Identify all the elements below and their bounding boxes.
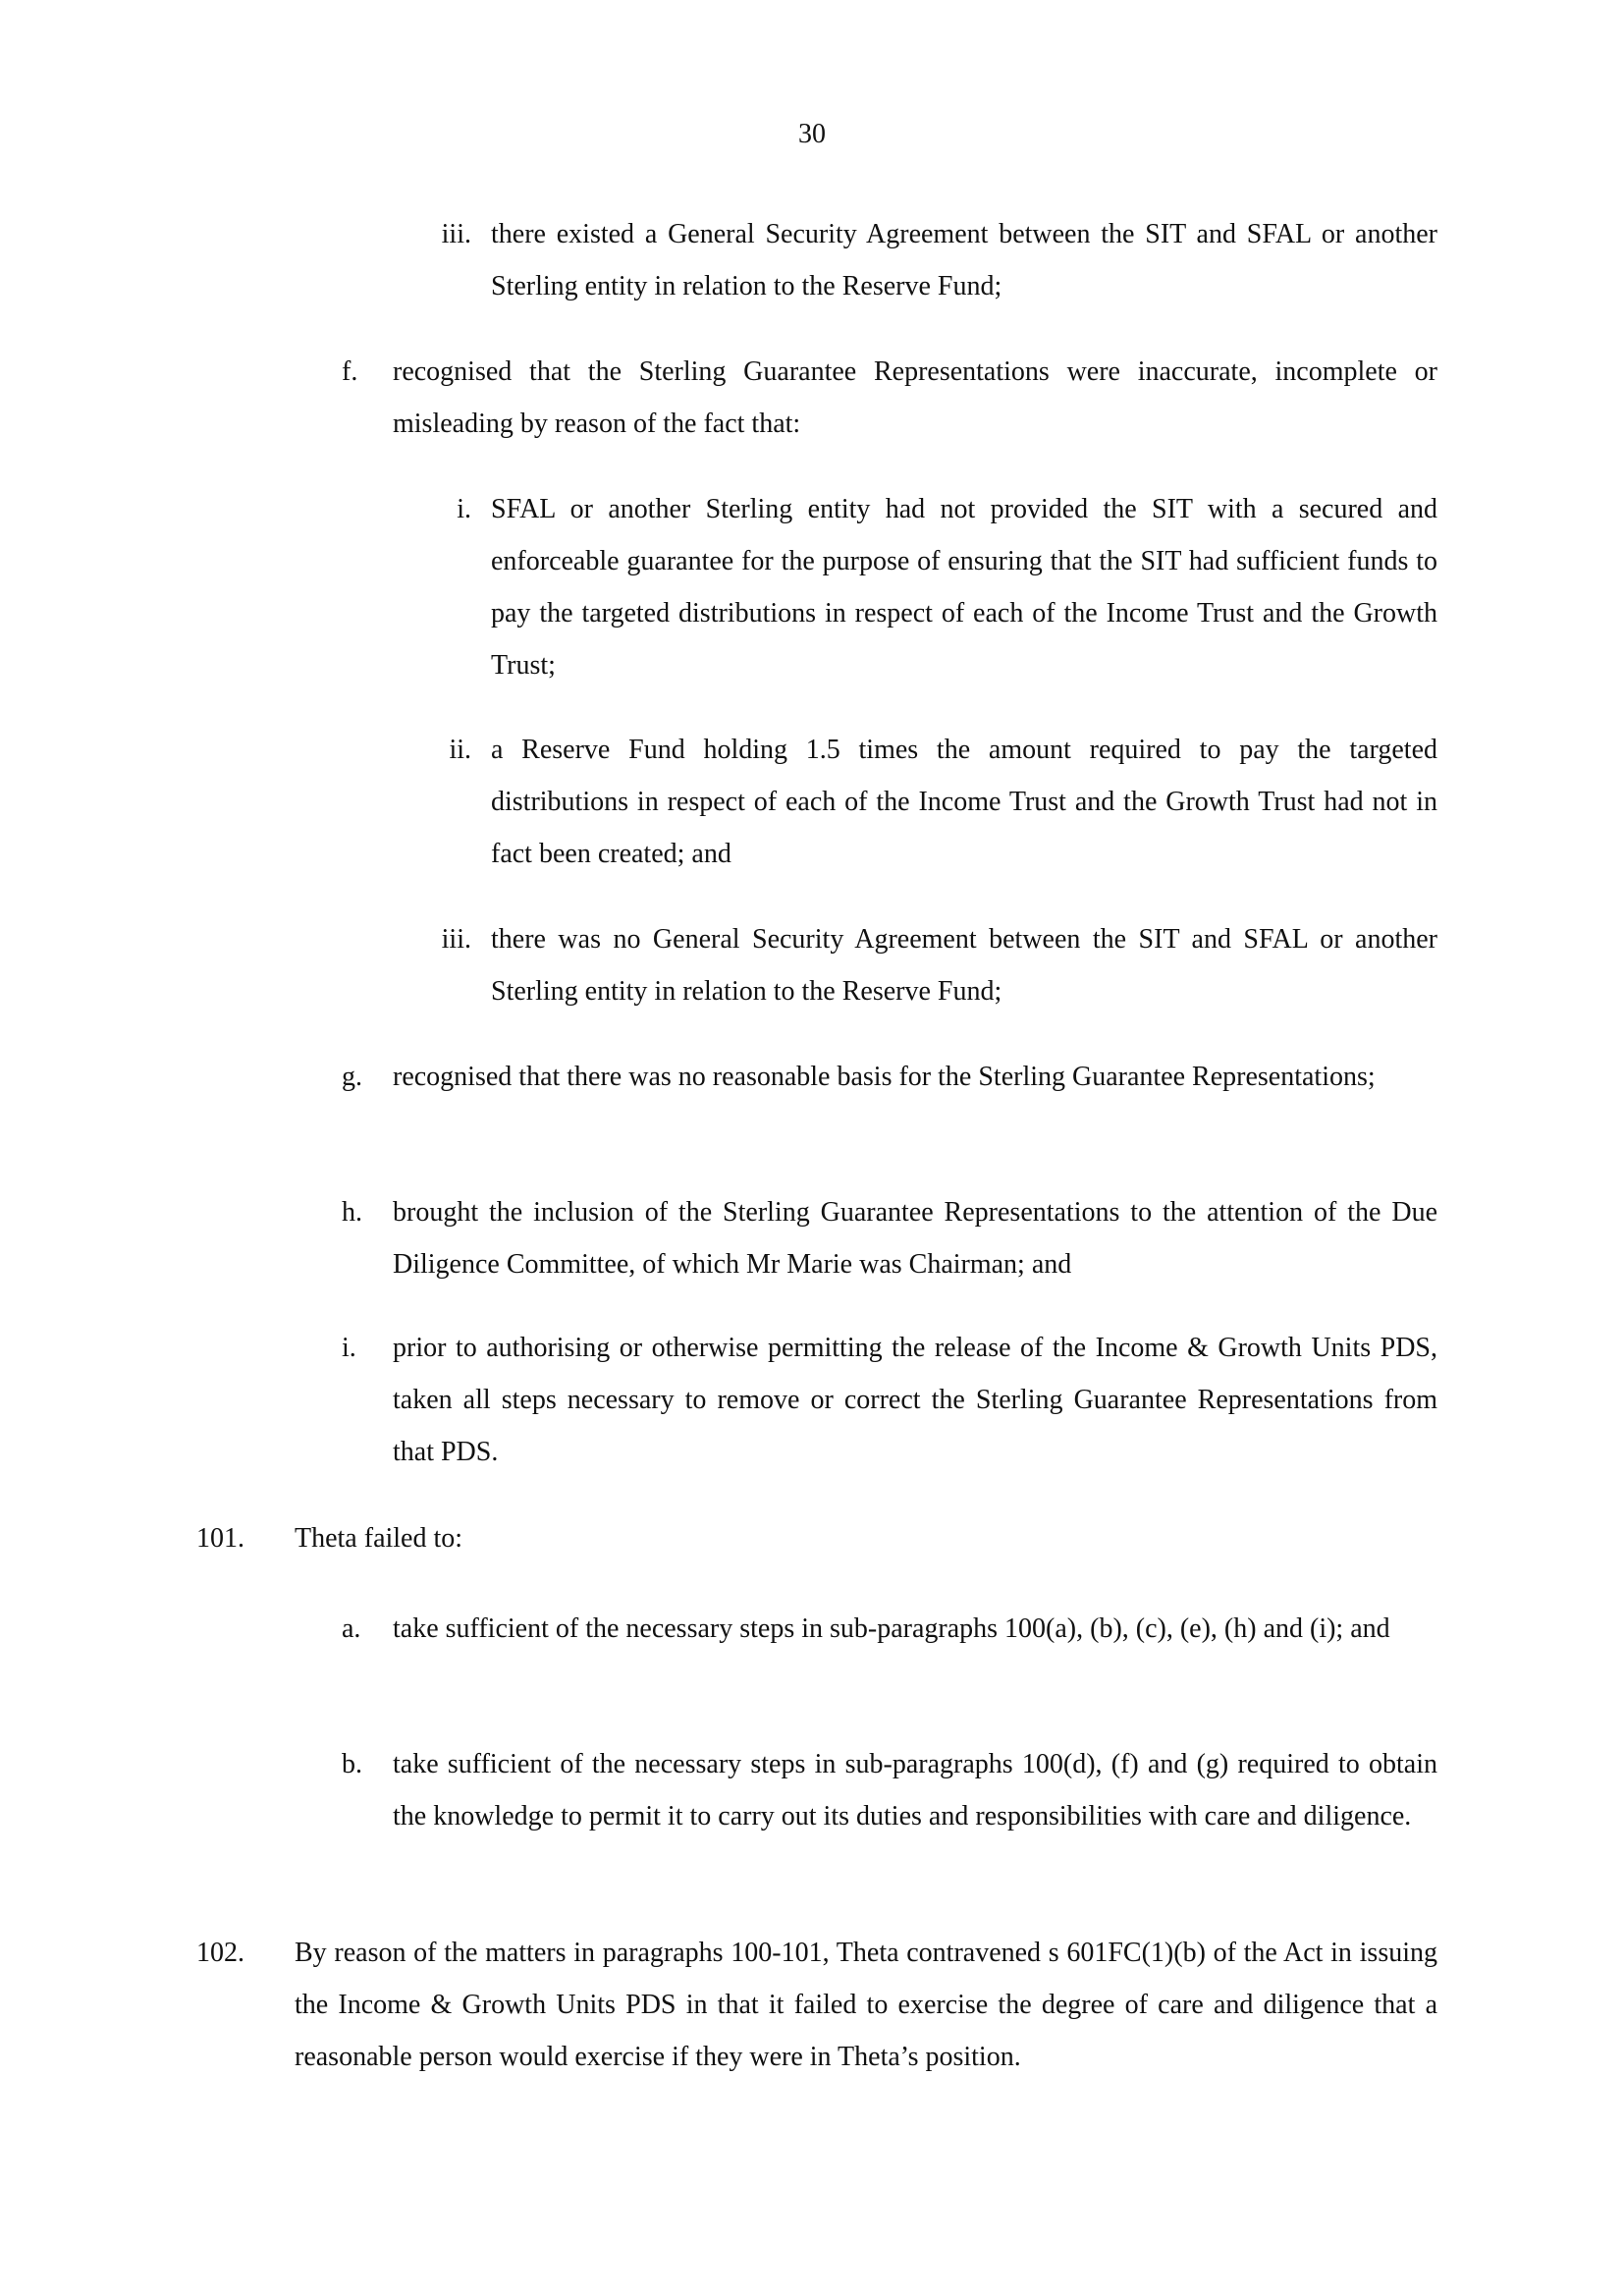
paragraph-number: i. [342, 1333, 356, 1363]
paragraph-text: By reason of the matters in paragraphs 100-101, Theta contravened s 601FC(1)(b) of the Act in issuing the Income & Growth Units PDS in that it failed to exercise the degree of care and diligence that a reasonable person would exercise if they were in Theta’s position. [295, 1938, 1437, 2072]
sub-sub-paragraph-iii-none [393, 913, 1437, 1017]
paragraph-text: take sufficient of the necessary steps in sub-paragraphs 100(d), (f) and (g) required to obtain the knowledge to permit it to carry out its duties and responsibilities with care and diligence. [393, 1749, 1437, 1831]
paragraph-text: recognised that there was no reasonable basis for the Sterling Guarantee Representations; [393, 1062, 1376, 1092]
paragraph-number: h. [342, 1197, 362, 1228]
paragraph-102 [196, 1927, 1437, 2083]
paragraph-number: i. [457, 494, 471, 524]
sub-sub-paragraph-i [393, 483, 1437, 691]
sub-paragraph-g [342, 1051, 1437, 1103]
sub-paragraph-a [342, 1603, 1437, 1655]
paragraph-number: 101. [196, 1523, 244, 1554]
paragraph-text: prior to authorising or otherwise permitting the release of the Income & Growth Units PDS, taken all steps necessary to remove or correct the Sterling Guarantee Representations from that PDS. [393, 1333, 1437, 1467]
paragraph-number: iii. [441, 219, 471, 249]
sub-paragraph-f [342, 346, 1437, 450]
paragraph-number: ii. [449, 735, 471, 765]
paragraph-text: take sufficient of the necessary steps in sub-paragraphs 100(a), (b), (c), (e), (h) and (i); and [393, 1613, 1390, 1644]
paragraph-number: b. [342, 1749, 362, 1779]
paragraph-text: Theta failed to: [295, 1523, 463, 1554]
paragraph-text: brought the inclusion of the Sterling Guarantee Representations to the attention of the Due Diligence Committee, of which Mr Marie was Chairman; and [393, 1197, 1437, 1280]
paragraph-number: 102. [196, 1938, 244, 1968]
sub-sub-paragraph-iii-existed [393, 208, 1437, 312]
paragraph-number: f. [342, 356, 358, 387]
paragraph-text: there was no General Security Agreement between the SIT and SFAL or another Sterling entity in relation to the Reserve Fund; [491, 924, 1437, 1007]
paragraph-number: iii. [441, 924, 471, 955]
sub-paragraph-i [342, 1322, 1437, 1478]
paragraph-text: recognised that the Sterling Guarantee Representations were inaccurate, incomplete or misleading by reason of the fact that: [393, 356, 1437, 439]
paragraph-text: a Reserve Fund holding 1.5 times the amount required to pay the targeted distributions in respect of each of the Income Trust and the Growth Trust had not in fact been created; and [491, 735, 1437, 869]
paragraph-text: SFAL or another Sterling entity had not provided the SIT with a secured and enforceable guarantee for the purpose of ensuring that the SIT had sufficient funds to pay the targeted distributions in respect of each of the Income Trust and the Growth Trust; [491, 494, 1437, 681]
sub-sub-paragraph-ii [393, 724, 1437, 880]
paragraph-101 [196, 1512, 1437, 1564]
paragraph-number: a. [342, 1613, 361, 1644]
paragraph-number: g. [342, 1062, 362, 1092]
paragraph-text: there existed a General Security Agreement between the SIT and SFAL or another Sterling entity in relation to the Reserve Fund; [491, 219, 1437, 301]
page-number: 30 [798, 119, 826, 149]
sub-paragraph-b [342, 1738, 1437, 1842]
sub-paragraph-h [342, 1186, 1437, 1290]
